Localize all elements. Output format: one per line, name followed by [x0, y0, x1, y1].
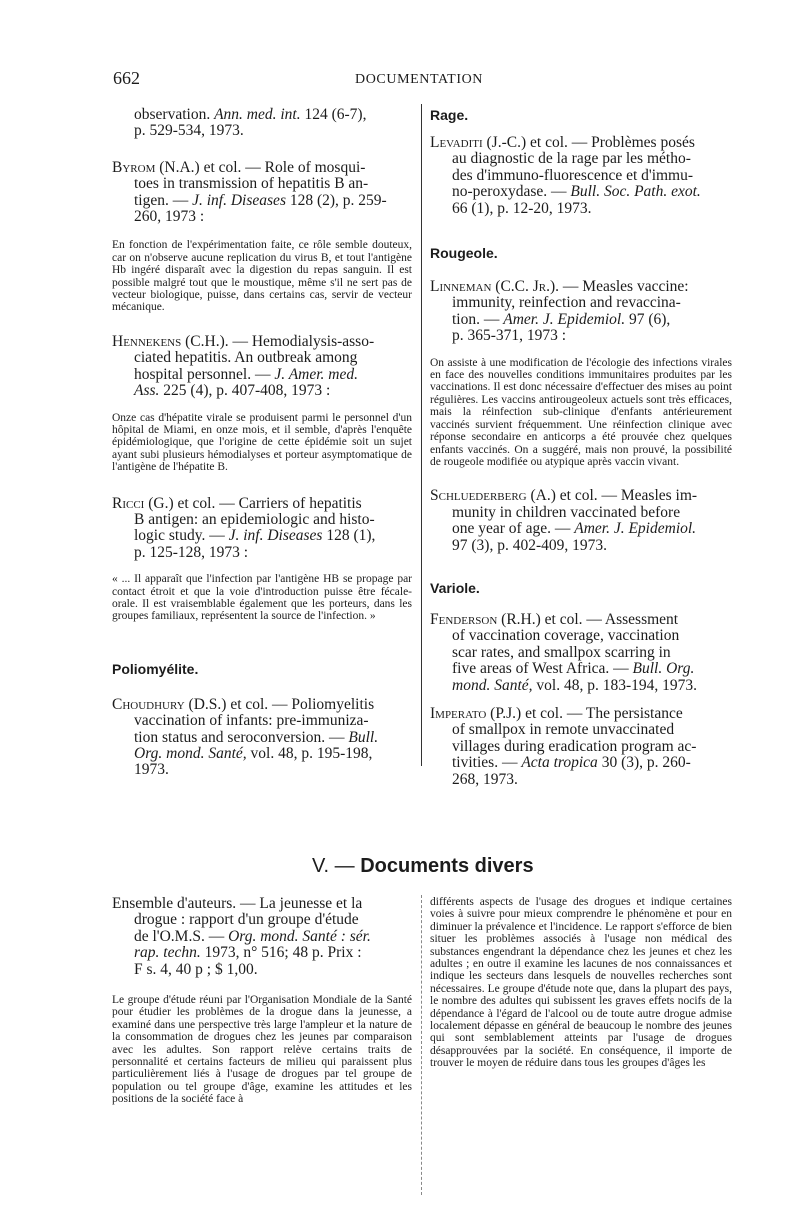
column-rule — [421, 895, 422, 1195]
section-heading: Rage. — [430, 107, 469, 123]
entry-fenderson: Fenderson (R.H.) et col. — Assessment of vaccination coverage, vaccination scar rates, and smallpox scarring in five areas of West Africa. — Bull. Org. mond. Santé, vol. 48, p. 183-194, 1973. — [430, 610, 697, 694]
section-heading: Rougeole. — [430, 245, 498, 262]
entry-imperato: Imperato (P.J.) et col. — The persistance of smallpox in remote unvaccinated villages during eradication program ac- tivities. — Acta tropica 30 (3), p. 260- 268, 1973. — [430, 704, 697, 788]
entry-ricci: Ricci (G.) et col. — Carriers of hepatitis B antigen: an epidemiologic and histo- logic study. — J. inf. Diseases 128 (1), p. 125-128, 1973 : — [112, 494, 376, 561]
section-heading: Variole. — [430, 579, 480, 596]
author: Byrom (N.A.) — [112, 158, 200, 176]
entry-schluederberg: Schluederberg (A.) et col. — Measles im- munity in children vaccinated before one year of age. — Amer. J. Epidemiol. 97 (3), p. 402-409, 1973. — [430, 487, 698, 554]
entry-linneman: Linneman (C.C. Jr.). — Measles vaccine: immunity, reinfection and revaccina- tion. — Amer. J. Epidemiol. 97 (6), p. 365-371, 1973 : — [430, 278, 689, 345]
entry-byrom: Byrom (N.A.) et col. — Role of mosqui- toes in transmission of hepatitis B an- tigen. — J. inf. Diseases 128 (2), p. 259- 260, 1973 : — [112, 158, 387, 226]
bottom-right-column — [430, 896, 732, 1070]
abstract: On assiste à une modification de l'écologie des infections virales en face des nouvelles conditions immunitaires produites par les vaccinations. Il est donc nécessaire d'effectuer des mises au point régulières. Les vaccins antirougeoleux actuels sont très efficaces, mais la réinfection sub-clinique d'enfants antérieurement vaccinés survient fréquemment. Une réinfection clinique avec réponse secondaire en anticorps a été prouvée chez quelques enfants vaccinés. On a suggéré, mais non prouvé, la possibilité de rougeole modifiée ou atypique après vaccin vivant. — [430, 356, 732, 468]
abstract: En fonction de l'expérimentation faite, ce rôle semble douteux, car on n'observe aucune replication du virus B, et tout l'antigène Hb ingéré disparaît avec la digestion du repas sanguin. Il est possible malgré tout que le moustique, même s'il ne sert pas de vecteur biologique, puisse, dans certains cas, servir de vecteur mécanique. — [112, 239, 412, 314]
entry-choudhury: Choudhury (D.S.) et col. — Poliomyelitis vaccination of infants: pre-immuniza- tion status and seroconversion. — Bull. Org. mond. Santé, vol. 48, p. 195-198, 1973. — [112, 695, 379, 779]
left-column — [112, 107, 412, 779]
section-heading: Poliomyélite. — [112, 660, 199, 677]
entry-hennekens: Hennekens (C.H.). — Hemodialysis-asso- ciated hepatitis. An outbreak among hospital personnel. — J. Amer. med. Ass. 225 (4), p. 407-408, 1973 : — [112, 332, 375, 400]
section-title: V. — Documents divers — [312, 855, 534, 877]
abstract-continued: différents aspects de l'usage des drogues et indique certaines voies à suivre pour mieux comprendre le phénomène et pour en diminuer la prévalence et l'incidence. Le rapport s'efforce de bien situer les problèmes associés à l'usage non médical des substances engendrant la dépendance chez les jeunes et chez les adultes ; en outre il examine les lacunes de nos connaissances et indique les secteurs dans lesquels de nouvelles recherches sont nécessaires. Le groupe d'étude note que, dans la plupart des pays, le nombre des adultes qui subissent les graves effets nocifs de la dépendance à l'égard de l'alcool ou de toute autre drogue admise localement dépasse en général de beaucoup le nombre des jeunes qui sont semblablement atteints par l'usage de drogues désapprouvées par la société. En conséquence, il importe de trouver le moyen de réduire dans tous les groupes d'âges les — [430, 896, 732, 1070]
entry-continuation: observation. Ann. med. int. 124 (6-7), p. 529-534, 1973. — [134, 106, 367, 140]
abstract: « ... Il apparaît que l'infection par l'antigène HB se propage par contact étroit et que la voie d'introduction puisse être fécale-orale. Il est vraisemblable également que les porteurs, dans les groupes familiaux, représentent la source de l'infection. » — [112, 573, 412, 623]
entry-ensemble: Ensemble d'auteurs. — La jeunesse et la drogue : rapport d'un groupe d'étude de l'O.M.S. — Org. mond. Santé : sér. rap. techn. 1973, n° 516; 48 p. Prix : F s. 4, 40 p ; $ 1,00. — [112, 895, 371, 978]
column-rule — [421, 104, 422, 766]
abstract: Onze cas d'hépatite virale se produisent parmi le personnel d'un hôpital de Miami, en onze mois, et il semble, d'après l'enquête épidémiologique, que l'origine de cette épidémie soit un sujet ayant subi plusieurs hémodialyses et porteur asymptomatique de l'antigène de l'hépatite B. — [112, 411, 412, 474]
entry-levaditi: Levaditi (J.-C.) et col. — Problèmes posés au diagnostic de la rage par les métho- des d'immuno-fluorescence et d'immu- no-peroxydase. — Bull. Soc. Path. exot. 66 (1), p. 12-20, 1973. — [430, 134, 701, 217]
running-title: DOCUMENTATION — [355, 72, 484, 87]
page-number: 662 — [113, 68, 140, 88]
right-column — [430, 107, 732, 788]
abstract: Le groupe d'étude réuni par l'Organisation Mondiale de la Santé pour étudier les problèmes de la drogue dans la jeunesse, a examiné dans une perspective très large l'ampleur et la nature de la consommation de drogues chez les jeunes par comparaison avec les adultes. Son rapport relève certains traits de personnalité et certains facteurs de milieu qui paraissent plus particulièrement liés à l'usage de drogues par tel groupe de population ou tel groupe d'âge, examine les attitudes et les positions de la société face à — [112, 994, 412, 1106]
bottom-left-column — [112, 896, 412, 1106]
